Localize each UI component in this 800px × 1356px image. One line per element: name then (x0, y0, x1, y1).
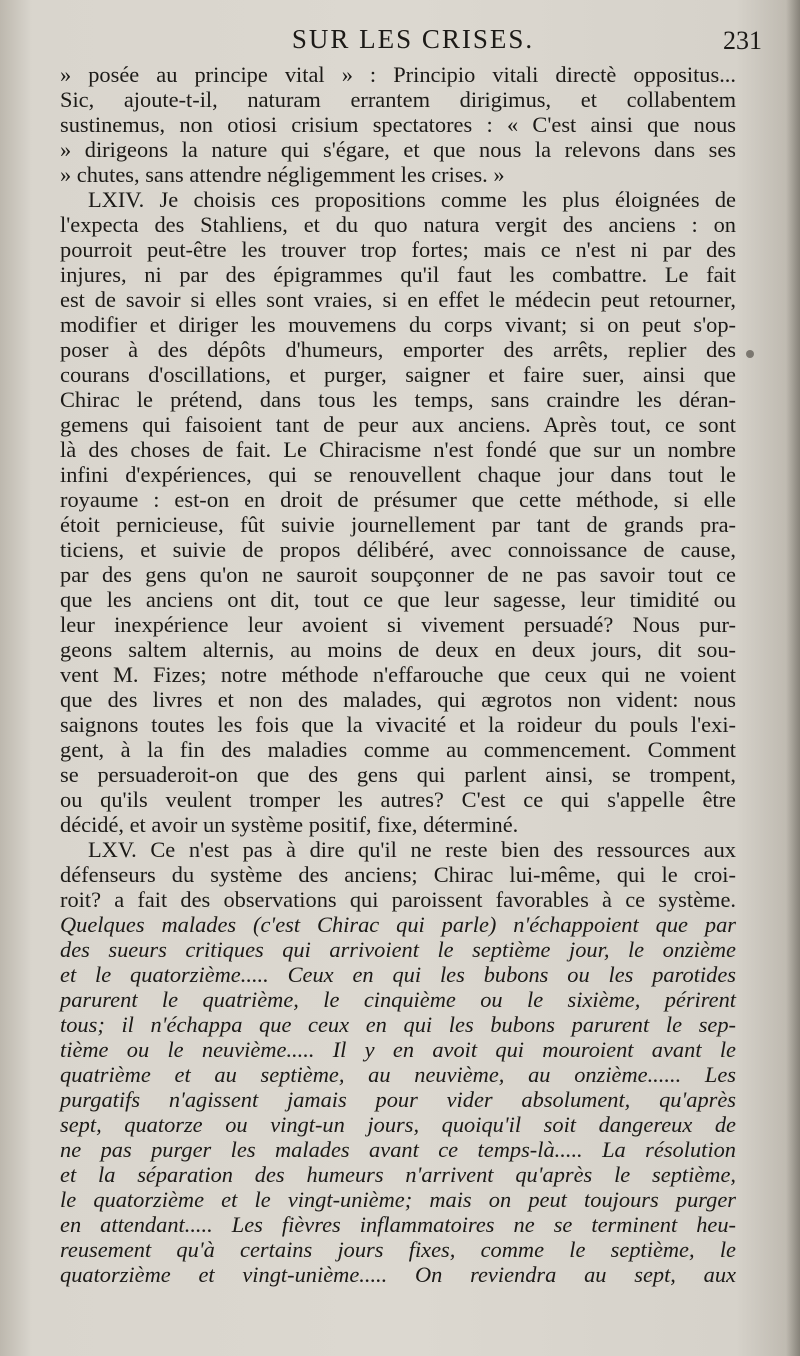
paragraph-lxiv (60, 187, 736, 837)
text-line: geons saltem alternis, au moins de deux en deux jours, dit sou- (60, 637, 736, 662)
text-line: quatrième et au septième, au neuvième, au onzième...... Les (60, 1062, 736, 1087)
text-line: défenseurs du système des anciens; Chirac lui-même, qui le croi- (60, 862, 736, 887)
text-line: saignons toutes les fois que la vivacité et la roideur du pouls l'exi- (60, 712, 736, 737)
text-line: sustinemus, non otiosi crisium spectatores : « C'est ainsi que nous (60, 112, 736, 137)
text-line: » chutes, sans attendre négligemment les crises. » (60, 162, 505, 187)
text-line: pourroit peut-être les trouver trop fortes; mais ce n'est ni par des (60, 237, 736, 262)
page-header (64, 22, 762, 58)
text-line: et la séparation des humeurs n'arrivent qu'après le septième, (60, 1162, 736, 1187)
text-line: décidé, et avoir un système positif, fixe, déterminé. (60, 812, 519, 837)
text-line: roit? a fait des observations qui paroissent favorables à ce système. (60, 887, 736, 912)
text-line: est de savoir si elles sont vraies, si en effet le médecin peut retourner, (60, 287, 736, 312)
text-line: des sueurs critiques qui arrivoient le septième jour, le onzième (60, 937, 736, 962)
page-gutter-shadow (786, 0, 800, 1356)
text-line: Sic, ajoute-t-il, naturam errantem dirigimus, et collabentem (60, 87, 736, 112)
text-line: que les anciens ont dit, tout ce que leur sagesse, leur timidité ou (60, 587, 736, 612)
text-line: LXV. Ce n'est pas à dire qu'il ne reste bien des ressources aux (88, 837, 736, 862)
text-line: que des livres et non des malades, qui ægrotos non vident: nous (60, 687, 736, 712)
text-line: gent, à la fin des maladies comme au commencement. Comment (60, 737, 736, 762)
text-line: quatorzième et vingt-unième..... On reviendra au sept, aux (60, 1262, 736, 1287)
text-line: Quelques malades (c'est Chirac qui parle) n'échappoient que par (60, 912, 736, 937)
text-line: » posée au principe vital » : Principio vitali directè oppositus... (60, 62, 736, 87)
text-line: parurent le quatrième, le cinquième ou le sixième, périrent (60, 987, 736, 1012)
paragraph-continued (60, 62, 736, 187)
text-line: l'expecta des Stahliens, et du quo natura vergit des anciens : on (60, 212, 736, 237)
text-line: et le quatorzième..... Ceux en qui les bubons ou les parotides (60, 962, 736, 987)
text-line: modifier et diriger les mouvemens du corps vivant; si on peut s'op- (60, 312, 736, 337)
paragraph-lxv (60, 837, 736, 1287)
text-line: ne pas purger les malades avant ce temps-là..... La résolution (60, 1137, 736, 1162)
text-line: gemens qui faisoient tant de peur aux anciens. Après tout, ce sont (60, 412, 736, 437)
text-line: tous; il n'échappa que ceux en qui les bubons parurent le sep- (60, 1012, 736, 1037)
text-line: royaume : est-on en droit de présumer que cette méthode, si elle (60, 487, 736, 512)
text-line: se persuaderoit-on que des gens qui parlent ainsi, se trompent, (60, 762, 736, 787)
text-line: Chirac le prétend, dans tous les temps, sans craindre les déran- (60, 387, 736, 412)
text-line: reusement qu'à certains jours fixes, comme le septième, le (60, 1237, 736, 1262)
text-line: sept, quatorze ou vingt-un jours, quoiqu'il soit dangereux de (60, 1112, 736, 1137)
text-line: par des gens qu'on ne sauroit soupçonner de ne pas savoir tout ce (60, 562, 736, 587)
text-line: étoit pernicieuse, fût suivie journellement par tant de grands pra- (60, 512, 736, 537)
running-title: SUR LES CRISES. (291, 24, 535, 54)
text-line: courans d'oscillations, et purger, saigner et faire suer, ainsi que (60, 362, 736, 387)
text-line: leur inexpérience leur avoient si vivement persuadé? Nous pur- (60, 612, 736, 637)
text-line: tième ou le neuvième..... Il y en avoit qui mouroient avant le (60, 1037, 736, 1062)
ink-spot (746, 350, 754, 358)
text-line: injures, ni par des épigrammes qu'il faut les combattre. Le fait (60, 262, 736, 287)
text-line: LXIV. Je choisis ces propositions comme les plus éloignées de (88, 187, 736, 212)
body-text (60, 62, 736, 1287)
text-line: vent M. Fizes; notre méthode n'effarouche que ceux qui ne voient (60, 662, 736, 687)
text-line: ticiens, et suivie de propos délibéré, avec connoissance de cause, (60, 537, 736, 562)
text-line: infini d'expériences, qui se renouvellent chaque jour dans tout le (60, 462, 736, 487)
text-line: poser à des dépôts d'humeurs, emporter des arrêts, replier des (60, 337, 736, 362)
text-line: le quatorzième et le vingt-unième; mais on peut toujours purger (60, 1187, 736, 1212)
page-number: 231 (723, 26, 762, 55)
text-line: là des choses de fait. Le Chiracisme n'est fondé que sur un nombre (60, 437, 736, 462)
text-line: en attendant..... Les fièvres inflammatoires ne se terminent heu- (60, 1212, 736, 1237)
text-line: » dirigeons la nature qui s'égare, et que nous la relevons dans ses (60, 137, 736, 162)
text-line: ou qu'ils veulent tromper les autres? C'est ce qui s'appelle être (60, 787, 736, 812)
text-line: purgatifs n'agissent jamais pour vider absolument, qu'après (60, 1087, 736, 1112)
